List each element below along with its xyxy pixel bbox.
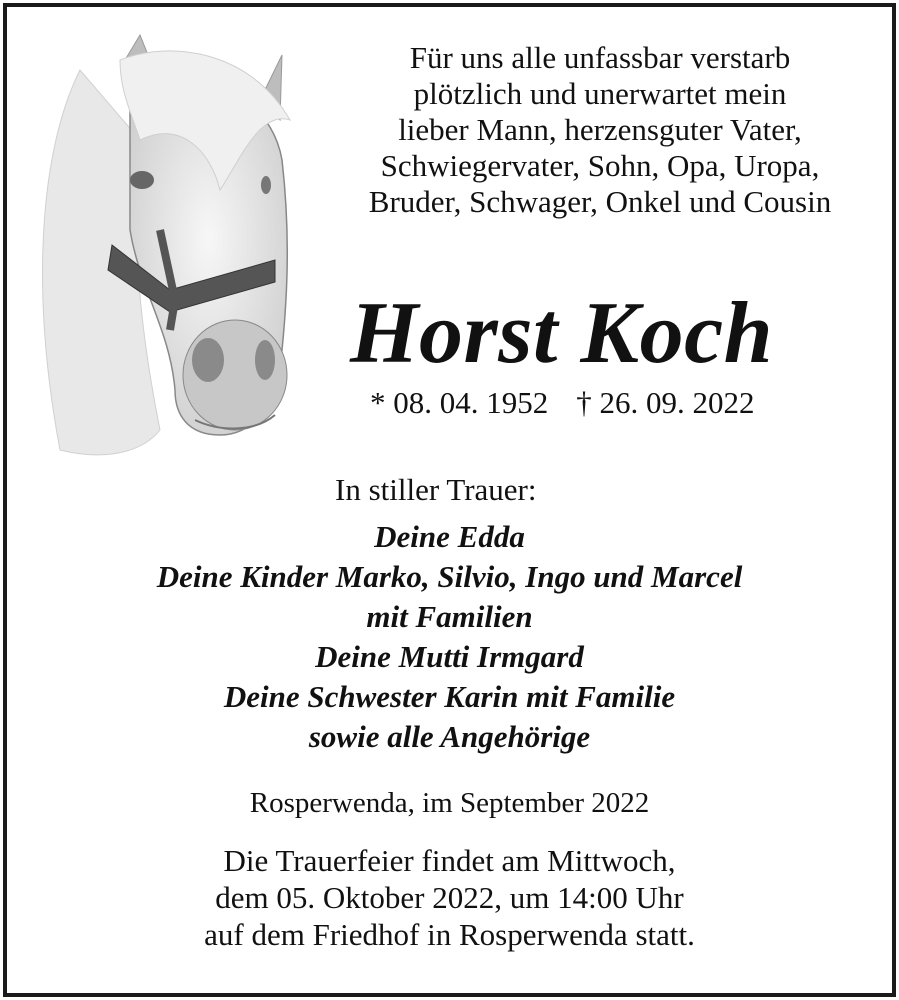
funeral-line: Die Trauerfeier findet am Mittwoch, [223,843,676,878]
mourner-line: Deine Kinder Marko, Silvio, Ingo und Marcel [156,559,743,594]
horse-head-icon [20,30,320,470]
mourner-line: Deine Mutti Irmgard [315,639,584,674]
intro-text [320,40,880,220]
deceased-name: Horst Koch [350,285,774,382]
intro-line: Bruder, Schwager, Onkel und Cousin [368,184,832,219]
intro-line: Schwiegervater, Sohn, Opa, Uropa, [380,148,820,183]
intro-line: Für uns alle unfassbar verstarb [409,40,791,75]
funeral-info [0,842,899,953]
intro-line: plötzlich und unerwartet mein [413,76,787,111]
place-date: Rosperwenda, im September 2022 [249,787,650,819]
intro-line: lieber Mann, herzensguter Vater, [398,112,802,147]
funeral-line: dem 05. Oktober 2022, um 14:00 Uhr [215,880,684,915]
mourner-line: Deine Schwester Karin mit Familie [223,679,676,714]
birth-date: * 08. 04. 1952 [370,385,549,420]
mourning-label: In stiller Trauer: [335,472,537,507]
funeral-line: auf dem Friedhof in Rosperwenda statt. [204,917,695,952]
mourner-line: Deine Edda [374,519,525,554]
mourner-line: mit Familien [366,599,533,634]
death-date: † 26. 09. 2022 [576,385,755,420]
life-dates [370,385,820,421]
mourners-list [0,517,899,757]
mourner-line: sowie alle Angehörige [308,719,591,754]
